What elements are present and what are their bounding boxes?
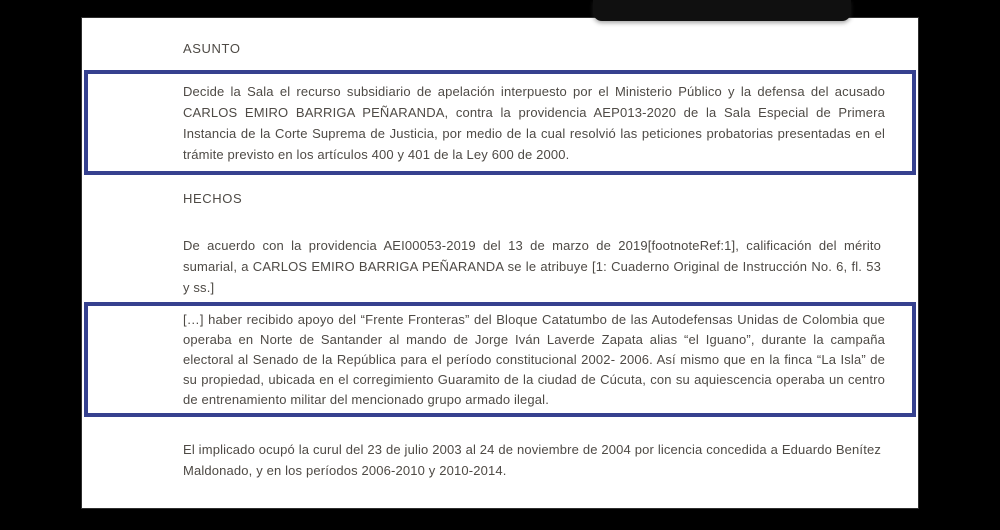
section-heading-asunto: ASUNTO bbox=[183, 41, 241, 56]
closing-paragraph: El implicado ocupó la curul del 23 de julio 2003 al 24 de noviembre de 2004 por licencia concedida a Eduardo Benítez Maldonado, y en los períodos 2006-2010 y 2010-2014. bbox=[183, 442, 881, 478]
floating-toolbar-edge[interactable] bbox=[593, 0, 851, 21]
highlight-box-hechos bbox=[84, 302, 916, 417]
highlighted-paragraph-asunto: Decide la Sala el recurso subsidiario de apelación interpuesto por el Ministerio Público y la defensa del acusado CARLOS EMIRO BARRIGA PEÑARANDA, contra la providencia AEP013-2020 de la Sala Especial de Primera Instancia de la Corte Suprema de Justicia, por medio de la cual resolvió las peticiones probatorias presentadas en el trámite previsto en los artículos 400 y 401 de la Ley 600 de 2000. bbox=[183, 84, 885, 162]
document-page bbox=[82, 18, 918, 508]
facts-intro-paragraph: De acuerdo con la providencia AEI00053-2019 del 13 de marzo de 2019[footnoteRef:1], calificación del mérito sumarial, a CARLOS EMIRO BARRIGA PEÑARANDA se le atribuye [1: Cuaderno Original de Instrucción No. 6, fl. 53 y ss.] bbox=[183, 238, 881, 295]
section-heading-hechos: HECHOS bbox=[183, 191, 243, 206]
highlighted-paragraph-hechos: […] haber recibido apoyo del “Frente Fronteras” del Bloque Catatumbo de las Autodefensas Unidas de Colombia que operaba en Norte de Santander al mando de Jorge Iván Laverde Zapata alias “el Iguano”, durante la campaña electoral al Senado de la República para el período constitucional 2002- 2006. Así mismo que en la finca “La Isla” de su propiedad, ubicada en el corregimiento Guaramito de la ciudad de Cúcuta, con su aquiescencia operaba un centro de entrenamiento militar del mencionado grupo armado ilegal. bbox=[183, 312, 885, 407]
highlight-box-asunto bbox=[84, 70, 916, 175]
